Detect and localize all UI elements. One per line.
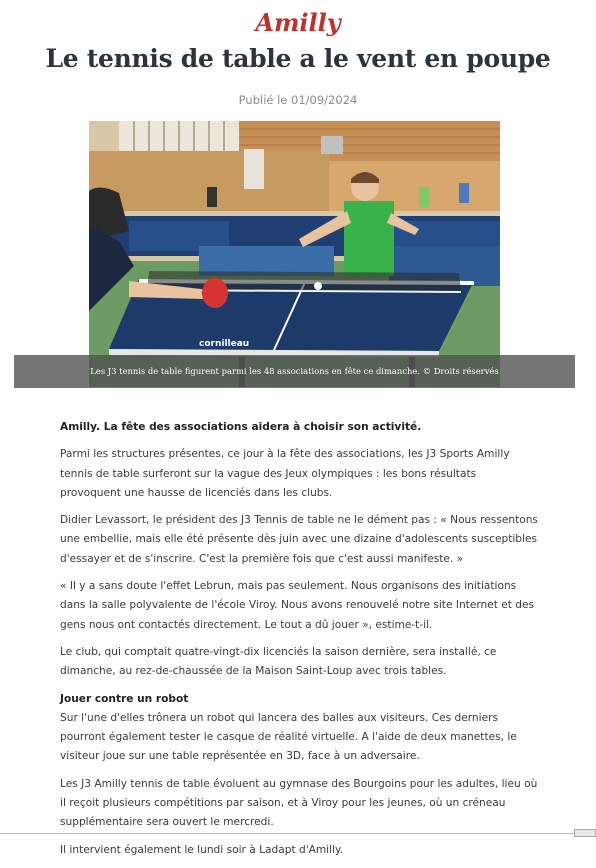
article-paragraph: Sur l'une d'elles trônera un robot qui lancera des balles aux visiteurs. Ces derniers pourront également tester le casque de réalité virtuelle. A l'aide de deux manettes, le visiteur joue sur une table représentée en 3D, face à un adversaire. [60,711,517,763]
table-brand: cornilleau [199,339,250,349]
article-paragraph: Le club, qui comptait quatre-vingt-dix licenciés la saison dernière, sera installé, ce dimanche, au rez-de-chaussée de la Maison Saint-Loup avec trois tables. [60,645,497,678]
article-paragraph: « Il y a sans doute l'effet Lebrun, mais pas seulement. Nous organisons des initiations dans la salle polyvalente de l'école Viroy. Nous avons renouvelé notre site Internet et des gens nous ont contactés directement. Le tout a dû jouer », estime-t-il. [60,580,535,631]
article-paragraph: Didier Levassort, le président des J3 Tennis de table ne le dément pas : « Nous ressentons une embellie, mais elle été présente dès juin avec une dizaine d'adolescents susceptibles d'essayer et de s'inscrire. C'est la première fois que c'est aussi manifeste. » [60,514,538,565]
photo-caption: Les J3 tennis de table figurent parmi les 48 associations en fête ce dimanche. © Droits réservés [14,355,575,388]
article-paragraph: Il intervient également le lundi soir à Ladapt d'Amilly. [60,843,344,856]
publish-date: Publié le 01/09/2024 [238,93,358,107]
article-lead: Amilly. La fête des associations aidera à choisir son activité. [60,421,422,433]
article-subhead: Jouer contre un robot [60,692,189,705]
article-paragraph: Les J3 Amilly tennis de table évoluent au gymnase des Bourgoins pour les adultes, lieu où il reçoit plusieurs compétitions par saison, et à Viroy pour les jeunes, où un créneau supplémentaire sera ouvert le mercredi. [60,777,538,829]
article-body [60,418,540,868]
page-divider [0,833,596,834]
resize-handle [574,829,596,837]
article-title: Le tennis de table a le vent en poupe [45,44,551,73]
article-kicker: Amilly [255,8,341,37]
article-paragraph: Parmi les structures présentes, ce jour à la fête des associations, les J3 Sports Amilly tennis de table surferont sur la vague des Jeux olympiques : les bons résultats provoquent une hausse de licenciés dans les clubs. [60,448,510,499]
article-photo [89,121,500,387]
